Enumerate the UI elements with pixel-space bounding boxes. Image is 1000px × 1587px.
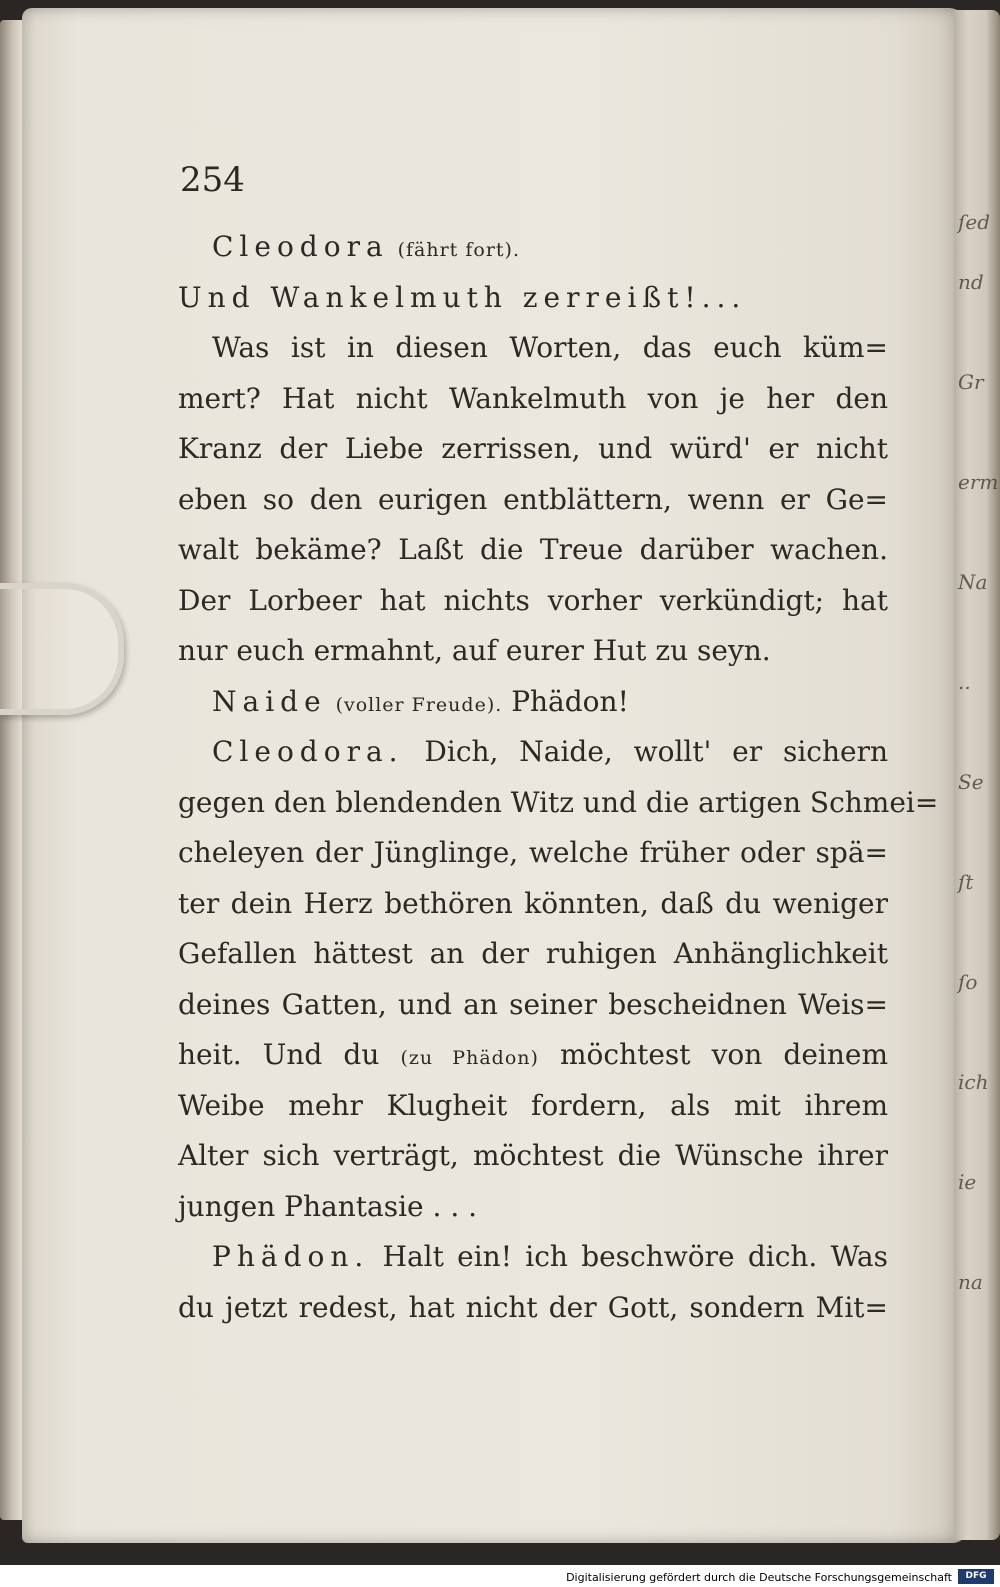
text-line: jungen Phantasie . . . [178,1189,478,1223]
speaker-name: Cleodora [212,230,389,263]
text-line: Alter sich verträgt, möchtest die Wünsche ihrer [178,1139,888,1172]
dialogue-text: möchtest von deinem [559,1038,888,1071]
dfg-logo: DFG [958,1569,994,1584]
text-line: walt bekäme? Laßt die Treue darüber wachen. [178,533,888,566]
footer-bar [0,1565,1000,1587]
text-line: cheleyen der Jünglinge, welche früher oder spä= [178,836,888,869]
text-line: ter dein Herz bethören könnten, daß du weniger [178,886,888,920]
page-number: 254 [180,160,245,200]
text-line: Und Wankelmuth zerreißt!... [178,280,747,314]
page-text [178,222,939,1333]
text-line: eben so den eurigen entblättern, wenn er Ge= [178,482,888,516]
text-line [178,677,888,728]
stage-direction: (fährt fort). [397,239,520,261]
dialogue-text: Phädon! [511,684,629,718]
text-line: mert? Hat nicht Wankelmuth von je her den [178,381,888,415]
text-line: deines Gatten, und an seiner bescheidnen Weis= [178,987,888,1021]
dialogue-text: heit. Und du [178,1038,380,1071]
dialogue-text: Dich, Naide, wollt' er sichern [424,735,888,768]
text-line [178,222,888,273]
text-line: Gefallen hättest an der ruhigen Anhänglichkeit [178,937,888,970]
speaker-name: Naide [212,684,327,718]
text-line [178,1232,888,1283]
text-line: Kranz der Liebe zerrissen, und würd' er nicht [178,432,888,465]
text-line: du jetzt redest, hat nicht der Gott, sondern Mit= [178,1290,888,1324]
funding-credit: Digitalisierung gefördert durch die Deutsche Forschungsgemeinschaft [566,1571,952,1584]
text-line: Weibe mehr Klugheit fordern, als mit ihrem [178,1088,888,1122]
speaker-name: Cleodora. [212,735,404,768]
right-page-edge: ſed nd Gr erm Na .. Se ſt ſo ich ie na [954,10,1000,1540]
text-line: Was ist in diesen Worten, das euch küm= [212,331,888,364]
text-line: nur euch ermahnt, auf eurer Hut zu seyn. [178,634,771,667]
bookmark-clip [0,583,124,715]
stage-direction: (zu Phädon) [400,1047,539,1069]
text-line: gegen den blendenden Witz und die artigen Schmei= [178,785,939,819]
stage-direction: (voller Freude). [335,693,503,716]
text-line: Der Lorbeer hat nichts vorher verkündigt; hat [178,583,888,617]
dialogue-text: Halt ein! ich beschwöre dich. Was [382,1240,888,1273]
text-line [178,727,888,778]
text-line [178,1030,888,1081]
speaker-name: Phädon. [212,1240,370,1273]
